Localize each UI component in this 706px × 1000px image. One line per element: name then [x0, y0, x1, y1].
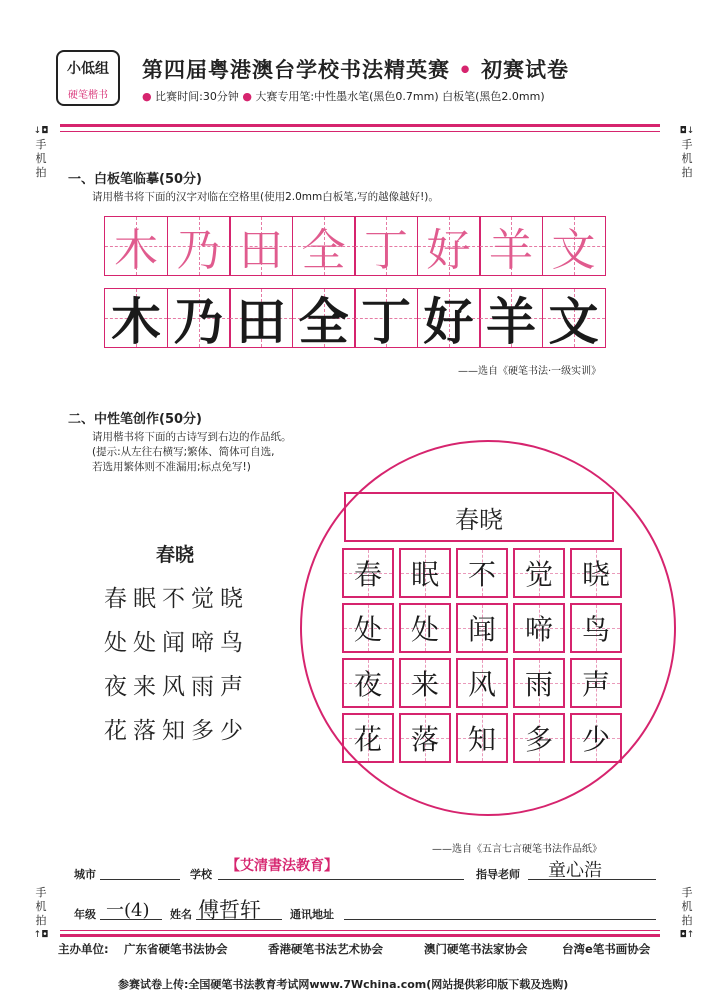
top-rule	[60, 124, 660, 127]
bottom-rule-thin	[60, 930, 660, 931]
work-cell[interactable]: 闻	[456, 603, 508, 653]
group-badge	[56, 50, 120, 106]
name-label: 姓名	[170, 908, 192, 921]
model-cell: 全	[292, 216, 356, 276]
bottom-rule	[60, 934, 660, 937]
work-cell[interactable]: 雨	[513, 658, 565, 708]
work-cell[interactable]: 声	[570, 658, 622, 708]
work-row	[342, 548, 627, 598]
camera-icon: ◘	[41, 930, 49, 940]
teacher-label: 指导老师	[476, 868, 520, 881]
work-cell[interactable]: 来	[399, 658, 451, 708]
grade-label: 年级	[74, 908, 96, 921]
work-row	[342, 658, 627, 708]
organizer-item: 台湾e笔书画协会	[562, 942, 651, 956]
arrow-down-icon: ↓	[33, 126, 42, 136]
copy-cell[interactable]: 好	[417, 288, 481, 348]
side-label-right-top: ◘↓ 手 机 拍	[679, 126, 695, 179]
top-rule-thin	[60, 131, 660, 132]
teacher-value: 童心浩	[548, 860, 602, 881]
poem-line: 春眠不觉晓	[104, 586, 249, 612]
work-title-box[interactable]	[344, 492, 614, 542]
copy-cell[interactable]: 文	[542, 288, 606, 348]
side-label-left-bottom: 手 机 拍 ↑◘	[33, 886, 49, 940]
copy-characters-row	[104, 288, 604, 351]
organizer-item: 广东省硬笔书法协会	[124, 942, 228, 956]
section2-title: 二、中性笔创作(50分)	[68, 412, 202, 427]
exam-time: 比赛时间:30分钟	[155, 90, 239, 103]
school-value: 【艾清書法教育】	[226, 858, 338, 874]
poem-line: 夜来风雨声	[104, 674, 249, 700]
model-cell: 田	[229, 216, 293, 276]
camera-icon: ◘	[679, 930, 687, 940]
arrow-up-icon: ↑	[33, 930, 42, 940]
organizer-item: 澳门硬笔书法家协会	[424, 942, 528, 956]
model-characters-row	[104, 216, 604, 276]
model-cell: 丁	[354, 216, 418, 276]
work-cell[interactable]: 春	[342, 548, 394, 598]
work-cell[interactable]: 落	[399, 713, 451, 763]
exam-pens: 大赛专用笔:中性墨水笔(黑色0.7mm) 白板笔(黑色2.0mm)	[255, 90, 545, 103]
work-title: 春晓	[455, 505, 503, 534]
work-grid	[342, 548, 627, 768]
copy-cell[interactable]: 羊	[479, 288, 543, 348]
work-cell[interactable]: 眠	[399, 548, 451, 598]
copy-cell[interactable]: 木	[104, 288, 168, 348]
poem-line: 花落知多少	[104, 718, 249, 744]
page-title: 第四届粤港澳台学校书法精英赛 • 初赛试卷	[142, 58, 570, 82]
model-cell: 乃	[167, 216, 231, 276]
section1-instruction: 请用楷书将下面的汉字对临在空格里(使用2.0mm白板笔,写的越像越好!)。	[92, 191, 439, 203]
copy-cell[interactable]: 乃	[167, 288, 231, 348]
model-cell: 木	[104, 216, 168, 276]
address-field[interactable]	[344, 918, 656, 920]
copy-cell[interactable]: 全	[292, 288, 356, 348]
title-separator: •	[458, 58, 473, 82]
work-cell[interactable]: 处	[399, 603, 451, 653]
work-cell[interactable]: 觉	[513, 548, 565, 598]
model-cell: 好	[417, 216, 481, 276]
organizers-prefix: 主办单位:	[58, 942, 109, 956]
section2-source: ——选自《五言七言硬笔书法作品纸》	[432, 844, 602, 855]
bullet-icon: ●	[242, 90, 252, 103]
bullet-icon: ●	[142, 90, 152, 103]
exam-info	[142, 88, 545, 104]
organizer-item: 香港硬笔书法艺术协会	[268, 942, 383, 956]
side-label-left-top: ↓◘ 手 机 拍	[33, 126, 49, 179]
work-row	[342, 713, 627, 763]
badge-style: 硬笔楷书	[68, 90, 108, 101]
work-cell[interactable]: 不	[456, 548, 508, 598]
name-value: 傅哲轩	[198, 898, 261, 922]
work-cell[interactable]: 风	[456, 658, 508, 708]
arrow-down-icon: ↓	[686, 126, 695, 136]
work-cell[interactable]: 鸟	[570, 603, 622, 653]
copy-cell[interactable]: 丁	[354, 288, 418, 348]
work-cell[interactable]: 少	[570, 713, 622, 763]
section2-instruction: 请用楷书将下面的古诗写到右边的作品纸。 (提示:从左往右横写;繁体、简体可自选, 若选用繁体则不准漏用;标点免写!)	[92, 431, 292, 473]
poem-line: 处处闻啼鸟	[104, 630, 249, 656]
work-cell[interactable]: 夜	[342, 658, 394, 708]
work-cell[interactable]: 处	[342, 603, 394, 653]
work-cell[interactable]: 啼	[513, 603, 565, 653]
camera-icon: ◘	[679, 126, 687, 136]
work-cell[interactable]: 多	[513, 713, 565, 763]
address-label: 通讯地址	[290, 908, 334, 921]
city-field[interactable]	[100, 878, 180, 880]
copy-cell[interactable]: 田	[229, 288, 293, 348]
footer-note: 参赛试卷上传:全国硬笔书法教育考试网www.7Wchina.com(网站提供彩印版下载及选购)	[118, 978, 569, 991]
model-cell: 文	[542, 216, 606, 276]
arrow-up-icon: ↑	[686, 930, 695, 940]
section1-title: 一、白板笔临摹(50分)	[68, 172, 202, 187]
side-label-right-bottom: 手 机 拍 ◘↑	[679, 886, 695, 940]
model-cell: 羊	[479, 216, 543, 276]
school-field[interactable]	[218, 878, 464, 880]
work-cell[interactable]: 晓	[570, 548, 622, 598]
school-label: 学校	[190, 868, 212, 881]
section1-source: ——选自《硬笔书法·一级实训》	[458, 366, 602, 377]
work-cell[interactable]: 知	[456, 713, 508, 763]
camera-icon: ◘	[41, 126, 49, 136]
badge-group: 小低组	[67, 61, 109, 77]
city-label: 城市	[74, 868, 96, 881]
grade-value: 一(4)	[106, 900, 150, 921]
work-cell[interactable]: 花	[342, 713, 394, 763]
work-row	[342, 603, 627, 653]
poem-title: 春晓	[156, 544, 195, 566]
